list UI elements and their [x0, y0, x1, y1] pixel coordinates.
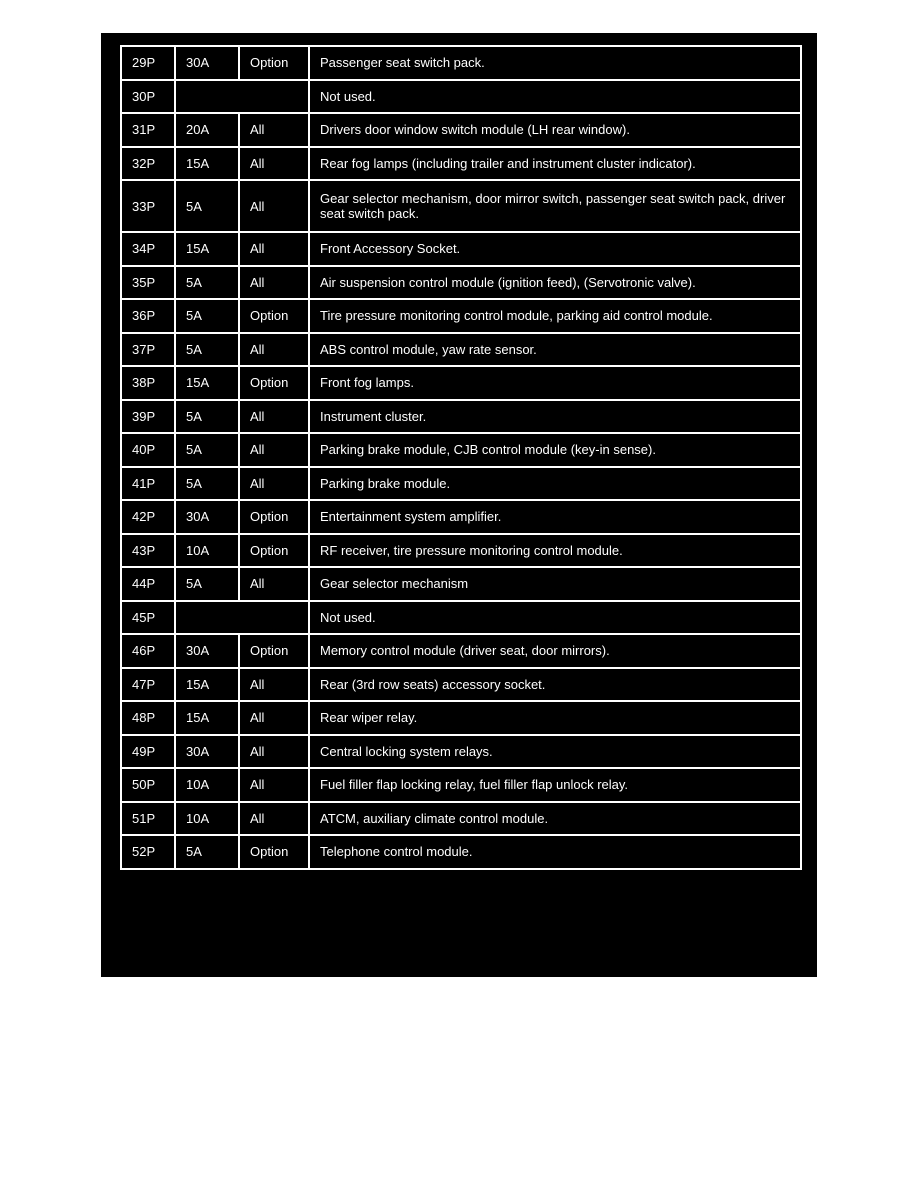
fuse-description-cell: Telephone control module.	[309, 835, 801, 869]
fuse-rating-cell: 5A	[175, 467, 239, 501]
fuse-rating-cell: 5A	[175, 333, 239, 367]
table-row	[121, 433, 801, 467]
fuse-spec-cell: All	[239, 180, 309, 232]
fuse-spec-cell: Option	[239, 534, 309, 568]
table-row	[121, 735, 801, 769]
fuse-rating-cell: 15A	[175, 701, 239, 735]
fuse-spec-cell: All	[239, 735, 309, 769]
fuse-number-cell: 51P	[121, 802, 175, 836]
fuse-number-cell: 35P	[121, 266, 175, 300]
fuse-number-cell: 42P	[121, 500, 175, 534]
fuse-description-cell: Memory control module (driver seat, door mirrors).	[309, 634, 801, 668]
fuse-spec-cell: Option	[239, 299, 309, 333]
fuse-rating-cell: 30A	[175, 735, 239, 769]
fuse-table-body	[121, 46, 801, 869]
fuse-description-cell: Rear wiper relay.	[309, 701, 801, 735]
fuse-number-cell: 46P	[121, 634, 175, 668]
fuse-number-cell: 36P	[121, 299, 175, 333]
table-row	[121, 400, 801, 434]
table-row	[121, 835, 801, 869]
fuse-number-cell: 30P	[121, 80, 175, 114]
fuse-number-cell: 45P	[121, 601, 175, 635]
table-row	[121, 366, 801, 400]
table-row	[121, 567, 801, 601]
fuse-description-cell: Not used.	[309, 601, 801, 635]
fuse-description-cell: Front Accessory Socket.	[309, 232, 801, 266]
fuse-spec-cell: Option	[239, 46, 309, 80]
table-row	[121, 80, 801, 114]
fuse-description-cell: Fuel filler flap locking relay, fuel filler flap unlock relay.	[309, 768, 801, 802]
fuse-description-cell: Entertainment system amplifier.	[309, 500, 801, 534]
fuse-number-cell: 43P	[121, 534, 175, 568]
table-row	[121, 333, 801, 367]
fuse-rating-cell: 5A	[175, 567, 239, 601]
fuse-spec-cell: Option	[239, 835, 309, 869]
fuse-number-cell: 32P	[121, 147, 175, 181]
fuse-rating-cell: 10A	[175, 802, 239, 836]
fuse-description-cell: Rear fog lamps (including trailer and instrument cluster indicator).	[309, 147, 801, 181]
table-row	[121, 232, 801, 266]
fuse-rating-cell: 30A	[175, 634, 239, 668]
table-row	[121, 701, 801, 735]
table-row	[121, 113, 801, 147]
fuse-spec-cell: All	[239, 400, 309, 434]
fuse-spec-cell: All	[239, 802, 309, 836]
fuse-number-cell: 44P	[121, 567, 175, 601]
fuse-spec-cell: All	[239, 147, 309, 181]
fuse-rating-cell: 15A	[175, 668, 239, 702]
fuse-number-cell: 31P	[121, 113, 175, 147]
fuse-number-cell: 33P	[121, 180, 175, 232]
fuse-number-cell: 48P	[121, 701, 175, 735]
fuse-rating-cell: 15A	[175, 232, 239, 266]
fuse-spec-cell: Option	[239, 634, 309, 668]
fuse-rating-cell: 5A	[175, 400, 239, 434]
fuse-number-cell: 40P	[121, 433, 175, 467]
fuse-spec-cell: All	[239, 113, 309, 147]
fuse-number-cell: 49P	[121, 735, 175, 769]
fuse-spec-cell: All	[239, 768, 309, 802]
fuse-number-cell: 37P	[121, 333, 175, 367]
table-row	[121, 768, 801, 802]
fuse-number-cell: 52P	[121, 835, 175, 869]
fuse-number-cell: 41P	[121, 467, 175, 501]
empty-rating-spec-cell	[175, 80, 309, 114]
fuse-table-panel	[101, 33, 817, 977]
fuse-number-cell: 38P	[121, 366, 175, 400]
fuse-description-cell: Instrument cluster.	[309, 400, 801, 434]
fuse-description-cell: Parking brake module, CJB control module (key-in sense).	[309, 433, 801, 467]
fuse-description-cell: Parking brake module.	[309, 467, 801, 501]
fuse-spec-cell: All	[239, 467, 309, 501]
fuse-spec-cell: Option	[239, 366, 309, 400]
fuse-number-cell: 39P	[121, 400, 175, 434]
table-row	[121, 266, 801, 300]
fuse-description-cell: Air suspension control module (ignition feed), (Servotronic valve).	[309, 266, 801, 300]
fuse-description-cell: Drivers door window switch module (LH rear window).	[309, 113, 801, 147]
fuse-spec-cell: All	[239, 668, 309, 702]
fuse-rating-cell: 10A	[175, 534, 239, 568]
fuse-rating-cell: 5A	[175, 433, 239, 467]
fuse-number-cell: 29P	[121, 46, 175, 80]
fuse-rating-cell: 20A	[175, 113, 239, 147]
table-row	[121, 668, 801, 702]
fuse-table	[120, 45, 802, 870]
fuse-description-cell: Tire pressure monitoring control module, parking aid control module.	[309, 299, 801, 333]
fuse-spec-cell: All	[239, 701, 309, 735]
fuse-description-cell: Passenger seat switch pack.	[309, 46, 801, 80]
table-row	[121, 634, 801, 668]
fuse-number-cell: 47P	[121, 668, 175, 702]
fuse-description-cell: Not used.	[309, 80, 801, 114]
fuse-description-cell: ATCM, auxiliary climate control module.	[309, 802, 801, 836]
fuse-rating-cell: 10A	[175, 768, 239, 802]
table-row	[121, 802, 801, 836]
table-row	[121, 601, 801, 635]
fuse-rating-cell: 5A	[175, 266, 239, 300]
table-row	[121, 500, 801, 534]
fuse-description-cell: RF receiver, tire pressure monitoring control module.	[309, 534, 801, 568]
fuse-description-cell: Gear selector mechanism	[309, 567, 801, 601]
fuse-description-cell: Front fog lamps.	[309, 366, 801, 400]
table-row	[121, 147, 801, 181]
fuse-description-cell: Gear selector mechanism, door mirror switch, passenger seat switch pack, driver seat switch pack.	[309, 180, 801, 232]
table-row	[121, 534, 801, 568]
table-row	[121, 467, 801, 501]
fuse-description-cell: ABS control module, yaw rate sensor.	[309, 333, 801, 367]
empty-rating-spec-cell	[175, 601, 309, 635]
fuse-spec-cell: All	[239, 433, 309, 467]
fuse-rating-cell: 30A	[175, 500, 239, 534]
fuse-description-cell: Central locking system relays.	[309, 735, 801, 769]
fuse-spec-cell: All	[239, 266, 309, 300]
table-row	[121, 46, 801, 80]
fuse-spec-cell: All	[239, 567, 309, 601]
fuse-number-cell: 34P	[121, 232, 175, 266]
fuse-rating-cell: 5A	[175, 180, 239, 232]
fuse-rating-cell: 30A	[175, 46, 239, 80]
fuse-spec-cell: All	[239, 232, 309, 266]
fuse-rating-cell: 15A	[175, 366, 239, 400]
fuse-rating-cell: 15A	[175, 147, 239, 181]
fuse-number-cell: 50P	[121, 768, 175, 802]
table-row	[121, 180, 801, 232]
table-row	[121, 299, 801, 333]
fuse-spec-cell: Option	[239, 500, 309, 534]
fuse-rating-cell: 5A	[175, 299, 239, 333]
fuse-description-cell: Rear (3rd row seats) accessory socket.	[309, 668, 801, 702]
fuse-spec-cell: All	[239, 333, 309, 367]
fuse-rating-cell: 5A	[175, 835, 239, 869]
